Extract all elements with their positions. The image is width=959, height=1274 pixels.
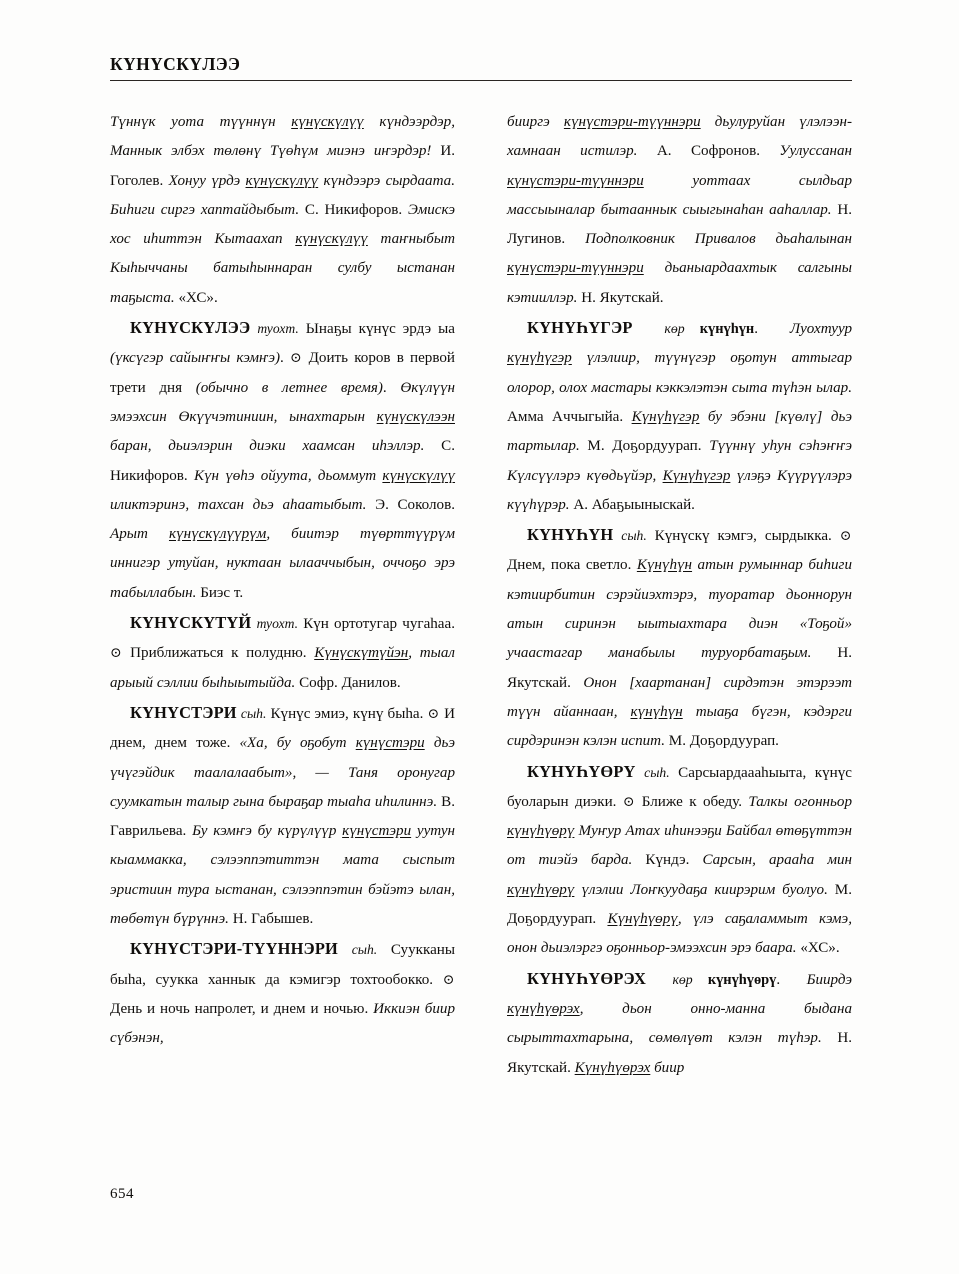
russian-gloss: Доить коров в первой трети дня: [110, 350, 455, 396]
citation-source: В. Гаврильева.: [110, 793, 455, 840]
citation-source: Н. Габышев.: [232, 911, 314, 928]
yakut-text: Бу кэмҥэ бу күрүлүүр: [192, 823, 343, 840]
entry-headword: КҮНҮСКҮТҮЙ: [130, 613, 252, 633]
keyword-token: күнүскүлүү: [382, 467, 456, 484]
citation-source: С. Никифоров.: [110, 438, 455, 484]
dictionary-entry: [507, 520, 852, 756]
yakut-text: Өкүлүүн эмээхсин Өкүүчэтиниин, ынахтарын: [110, 379, 456, 425]
keyword-token: күнүстэри: [355, 735, 425, 752]
cross-reference-target[interactable]: күнүһүн: [699, 321, 755, 338]
translation-bullet-icon: ⊙: [622, 794, 642, 810]
part-of-speech-label: туохт.: [257, 321, 299, 337]
keyword-token: Күнүһүөрэх: [574, 1059, 651, 1076]
citation-source: М. Доҕордуурап.: [587, 438, 710, 455]
keyword-token: Күнүһүгэр: [631, 408, 700, 425]
yakut-text: иликтэринэ, тахсан дьэ аһаатыбыт.: [110, 496, 376, 513]
part-of-speech-label: сыһ.: [240, 705, 267, 721]
translation-bullet-icon: ⊙: [289, 351, 309, 367]
yakut-text: Подполковник Привалов дьаһалынан: [585, 231, 852, 248]
russian-gloss: День и ночь напролет, и днем и ночью.: [110, 1000, 374, 1017]
dictionary-entry: [110, 608, 455, 698]
russian-gloss: Күнүс эмиэ, күнү быһа.: [270, 705, 428, 722]
left-column: [110, 108, 455, 1148]
yakut-text: , биитэр түөрттүүрүм иннигэр утуйан, нуктаан ылааччыбын, оччоҕо эрэ табыллабын.: [110, 526, 455, 601]
yakut-text: Биирдэ: [806, 971, 852, 988]
entry-headword: КҮНҮҺҮГЭР: [527, 318, 633, 338]
citation-source: М. Доҕордуурап.: [668, 733, 779, 750]
yakut-text: Уулуссанан: [779, 143, 853, 160]
citation-source: И. Гоголев.: [110, 143, 455, 189]
citation-source: Н. Якутскай.: [507, 645, 852, 691]
yakut-text: Түннүк уота түүннүн: [110, 114, 292, 130]
dictionary-entry: [507, 757, 852, 964]
keyword-token: күнүһүн: [630, 703, 683, 720]
yakut-text: (үксүгэр сайыҥҥы кэмҥэ): [110, 350, 281, 367]
yakut-text: «Ха, бу оҕобут: [239, 735, 356, 752]
citation-source: М. Доҕордуурап.: [507, 881, 852, 928]
russian-gloss: И днем, днем тоже.: [110, 705, 456, 752]
yakut-text: дьулуруйан үлэлээн-хамнаан истилэр.: [507, 114, 852, 160]
russian-gloss: Ынаҕы күнүс эрдэ ыа: [305, 321, 455, 338]
yakut-text: Күн үөһэ ойуута, дьоммут: [193, 467, 383, 484]
running-head-title: КҮНҮСКҮЛЭЭ: [110, 54, 241, 74]
citation-source: Э. Соколов.: [375, 496, 455, 513]
keyword-token: күнүстэри: [342, 823, 412, 840]
yakut-text: Иккиэн биир сүбэнэн,: [110, 1000, 455, 1047]
yakut-text: атын румыннар биһиги кэтиирбитин сэрэйиэхтэрэ, туоратар дьоннорун атын сиринэн ыытыахтара диэн «Тоҕой» учаастагар манабылы туруорбатаҕым.: [507, 557, 852, 662]
yakut-text: Муҥур Атах иһинээҕи Байбал өтөҕүттэн от тиэйэ барда.: [507, 823, 852, 869]
citation-source: «ХС».: [178, 289, 218, 306]
translation-bullet-icon: ⊙: [442, 972, 455, 988]
entry-headword: КҮНҮСТЭРИ: [130, 702, 237, 722]
citation-source: А. Софронов.: [656, 143, 780, 160]
keyword-token: күнүһүөрэх: [507, 1000, 580, 1017]
yakut-text: таҥныбыт Кыһыччаны батыһыннаран сулбу ыстанан таҕыста.: [110, 231, 455, 306]
keyword-token: күнүһүөрү: [507, 823, 575, 840]
yakut-text: Онон [хаартанан] сирдэтэн этэрээт түүн айаннаан,: [507, 674, 852, 720]
citation-source: С. Никифоров.: [304, 201, 408, 218]
keyword-token: күнүскүлүү: [295, 231, 368, 248]
russian-gloss: Ближе к обеду.: [641, 793, 749, 810]
cross-reference-label: көр: [672, 971, 693, 987]
keyword-token: күнүскүлээн: [376, 408, 455, 425]
keyword-token: күнүскүлүү: [291, 114, 364, 130]
russian-gloss: Күн ортотугар чугаһаа.: [303, 616, 455, 633]
dictionary-entry: КҮНҮҺҮӨРЭХ көр күнүһүөрү. Биирдэ күнүһүөрэх, дьон онно-манна быдана сырыттахтарына, сөмөлүөт кэлэн түһэр. Н. Якутскай. Күнүһүөрэх биир: [507, 968, 852, 1076]
citation-source: Биэс т.: [200, 584, 244, 601]
entry-headword: КҮНҮҺҮӨРЭХ: [527, 968, 647, 988]
yakut-text: үлэлиир, түүнүгэр оҕотун аттыгар олорор, олох мастары кэккэлэтэн сыта түһэн ылар.: [507, 350, 852, 396]
continued-entry-text: [507, 108, 852, 313]
translation-bullet-icon: ⊙: [839, 529, 852, 545]
yakut-text: уоттаах сылдьар массыыналар бытааннык сыыгынаһан ааһаллар.: [507, 172, 852, 218]
russian-gloss: Сарсыардаааһыыта, күнүс буоларын диэки.: [507, 764, 853, 810]
russian-gloss: Суукканы быһа, суукка ханнык да кэмигэр тохтообокко.: [110, 942, 455, 988]
part-of-speech-label: сыһ.: [351, 942, 378, 958]
citation-source: Н. Лугинов.: [507, 201, 852, 248]
keyword-token: Күнүһүөрү: [607, 911, 678, 928]
part-of-speech-label: туохт.: [256, 616, 299, 632]
page-number: 654: [110, 1186, 134, 1202]
continued-entry-text: [110, 108, 455, 313]
yakut-text: , үлэ саҕаламмыт кэмэ, онон дьиэлэргэ оҕонньор-эмээхсин эрэ баара.: [507, 911, 852, 957]
yakut-text: күндээрдэр, Маннык элбэх төлөнү Түөһүм миэнэ иҥэрдэр!: [110, 114, 456, 160]
dictionary-entry: [110, 313, 455, 608]
keyword-token: күнүстэри-түүннэри: [507, 260, 644, 277]
keyword-token: күнүскүлүү: [245, 172, 319, 189]
keyword-token: күнүһүгэр: [507, 350, 572, 367]
running-head-rule: [110, 80, 852, 81]
keyword-token: Күнүһүн: [636, 557, 693, 574]
yakut-text: , тыал арыый сэллии быһыытыйда.: [110, 645, 455, 691]
yakut-text: бу эбэни [күөлү] дьэ тартылар.: [507, 408, 852, 455]
yakut-text: биир: [650, 1059, 685, 1076]
yakut-text: Луохтуур: [789, 321, 852, 338]
citation-source: А. Абаҕыыныскай.: [573, 496, 695, 513]
citation-source: Амма Аччыгыйа.: [507, 408, 632, 425]
part-of-speech-label: сыһ.: [644, 764, 670, 780]
yakut-text: тыаҕа бүгэн, кэдэрги сирдэринэн кэлэн испит.: [507, 703, 852, 750]
yakut-text: Түүннү уһун сэһэҥҥэ Күлсүүлэрэ күөдьүйэр,: [507, 438, 852, 484]
yakut-text: күндээрэ сырдаата. Биһиги сиргэ хаптайдыбыт.: [110, 172, 456, 218]
russian-gloss: Приближаться к полудню.: [130, 645, 315, 662]
yakut-text: , дьон онно-манна быдана сырыттахтарына, сөмөлүөт кэлэн түһэр.: [507, 1000, 852, 1047]
dictionary-entry: КҮНҮҺҮГЭР көр күнүһүн. Луохтуур күнүһүгэр үлэлиир, түүнүгэр оҕотун аттыгар олорор, олох мастары кэккэлэтэн сыта түһэн ылар. Амма Аччыгыйа. Күнүһүгэр бу эбэни [күөлү] дьэ тартылар. М. Доҕордуурап. Түүннү уһун сэһэҥҥэ Күлсүүлэрэ күөдьүйэр, Күнүһүгэр үлэҕэ Күүрүүлэрэ күүһүрэр. А. Абаҕыыныскай.: [507, 318, 852, 513]
keyword-token: күнүстэри-түүннэри: [507, 172, 644, 189]
entry-headword: КҮНҮСКҮЛЭЭ: [130, 318, 251, 338]
yakut-text: баран, дьиэлэрин диэки хаамсан иһэллэр.: [110, 438, 442, 455]
yakut-text: үлэлии Лоҥкуудаҕа киирэрим буолуо.: [574, 881, 835, 898]
yakut-text: уутун кыаммакка, сэлээппэтиттэн мата сыспыт эристиин тура ыстанан, сэлээппэтин бэйэтэ ылан, төбөтүн бүрүннэ.: [110, 823, 456, 928]
russian-gloss: Күнүскү кэмгэ, сырдыкка.: [654, 528, 840, 545]
dictionary-entry: [110, 934, 455, 1053]
cross-reference-target[interactable]: күнүһүөрү: [707, 971, 777, 988]
entry-headword: КҮНҮҺҮН: [527, 525, 614, 545]
keyword-token: күнүскүлүүрүм: [168, 526, 267, 543]
entry-headword: КҮНҮҺҮӨРҮ: [527, 761, 636, 781]
text-columns: [110, 108, 852, 1148]
running-head: [110, 55, 852, 81]
yakut-text: Талкы огонньор: [748, 793, 853, 810]
yakut-text: бииргэ: [507, 114, 564, 130]
yakut-text: (обычно в летнее время): [195, 379, 383, 396]
russian-gloss: .: [280, 350, 290, 367]
yakut-text: Эмискэ хос иһиттэн Кытаахап: [110, 201, 456, 248]
right-column: [507, 108, 852, 1148]
russian-gloss: Днем, пока светло.: [507, 557, 637, 574]
citation-source: Н. Якутскай.: [507, 1030, 852, 1076]
keyword-token: Күнүскүтүйэн: [314, 645, 409, 662]
russian-gloss: .: [382, 379, 401, 396]
yakut-text: үлэҕэ Күүрүүлэрэ күүһүрэр.: [507, 467, 852, 513]
citation-source: Софр. Данилов.: [299, 674, 401, 691]
citation-source: «ХС».: [800, 940, 840, 957]
yakut-text: дьэ үчүгэйдик таалалаабыт», — Таня оронугар суумкатын талыр гына быраҕар тыаһа иһилиннэ.: [110, 735, 456, 810]
yakut-text: Хонуу үрдэ: [168, 172, 246, 189]
keyword-token: күнүстэри-түүннэри: [563, 114, 701, 130]
keyword-token: Күнүһүгэр: [662, 467, 731, 484]
cross-reference-label: көр: [664, 321, 685, 337]
yakut-text: Арыт: [110, 526, 169, 543]
dictionary-entry: [110, 698, 455, 934]
translation-bullet-icon: ⊙: [110, 646, 131, 662]
yakut-text: Сарсын, арааһа мин: [702, 852, 852, 869]
citation-source: Күндэ.: [645, 852, 703, 869]
keyword-token: күнүһүөрү: [507, 881, 575, 898]
part-of-speech-label: сыһ.: [621, 528, 647, 544]
yakut-text: дьаныардаахтык салгыны кэтииллэр.: [507, 260, 852, 306]
translation-bullet-icon: ⊙: [427, 706, 445, 722]
citation-source: Н. Якутскай.: [581, 289, 664, 306]
entry-headword: КҮНҮСТЭРИ-ТҮҮННЭРИ: [130, 939, 338, 959]
